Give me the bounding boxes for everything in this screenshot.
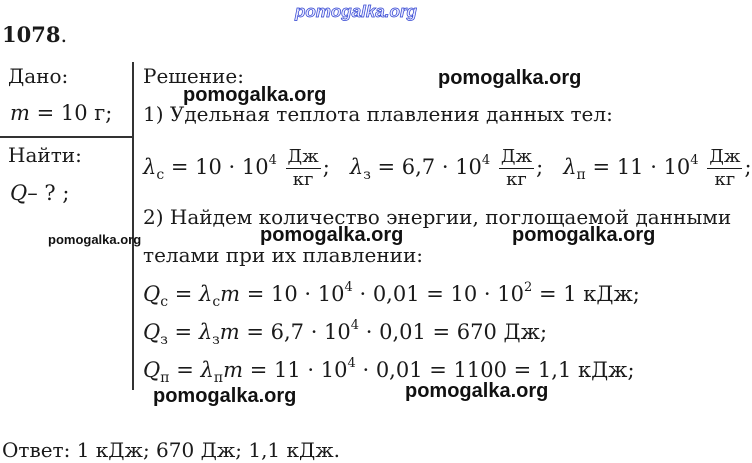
lambda-item-c (143, 146, 337, 190)
lambda-subscript: с (156, 167, 165, 184)
unit-numerator: Дж (500, 146, 533, 167)
q-mid: = 6,7 · 10 (239, 320, 351, 344)
watermark: pomogalka.org (405, 380, 549, 402)
step2-text-line1: 2) Найдем количество энергии, поглощаемой данными (143, 205, 732, 229)
mass-symbol: m (223, 358, 244, 382)
unit-denominator: кг (707, 168, 742, 191)
given-mass (10, 101, 112, 125)
find-q-var: Q (10, 181, 28, 205)
problem-number-value: 1078 (2, 22, 61, 47)
given-divider-horizontal (0, 136, 132, 138)
q-symbol: Q (143, 358, 161, 382)
lambda-value: = 11 · 10 (585, 155, 691, 179)
q-line-c: $Q_с = \lambda_сm = 10 \cdot 10^4 \cdot 0,01 = 10 \cdot 10^2 = 1$ кДж; (143, 280, 640, 311)
unit-denominator: кг (499, 168, 534, 191)
unit-fraction (707, 146, 742, 191)
given-mass-value: = 10 г; (29, 101, 113, 125)
lambda-symbol: λ (349, 155, 364, 179)
unit-numerator: Дж (287, 146, 319, 167)
lambda-symbol: λ (198, 320, 213, 344)
problem-number: 1078. (2, 22, 68, 47)
mass-symbol: m (220, 282, 241, 306)
given-mass-var: m (10, 101, 30, 125)
find-q-rest: – ? ; (27, 181, 70, 205)
lambda-subscript: п (576, 167, 586, 184)
q-line-p: $Q_п = \lambda_пm = 11 \cdot 10^4 \cdot 0,01 = 1100 = 1,1$ кДж; (143, 356, 635, 387)
q-subscript: з (160, 332, 168, 349)
given-label: Дано: (8, 64, 69, 88)
lambda-line (143, 138, 752, 200)
q-exponent: 4 (350, 318, 360, 333)
mass-symbol: m (219, 320, 240, 344)
lambda-symbol: λ (199, 282, 213, 306)
lambda-exponent: 4 (268, 153, 277, 168)
q-subscript: п (160, 370, 170, 387)
q-symbol: Q (143, 282, 161, 306)
step2-text-line2: телами при их плавлении: (143, 243, 424, 267)
lambda-subscript: п (213, 370, 224, 387)
q-subscript: с (160, 294, 169, 311)
lambda-symbol: λ (563, 155, 577, 179)
separator: ; (744, 155, 752, 179)
watermark: pomogalka.org (153, 385, 297, 407)
q-end: · 0,01 = 670 Дж; (359, 320, 548, 344)
watermark: pomogalka.org (183, 84, 327, 106)
unit-denominator: кг (286, 168, 321, 191)
lambda-subscript: з (212, 332, 220, 349)
separator: ; (322, 155, 330, 179)
watermark: pomogalka.org (260, 224, 404, 246)
watermark: pomogalka.org (512, 224, 656, 246)
solution-label: Решение: (143, 64, 244, 88)
lambda-subscript: с (212, 294, 221, 311)
unit-fraction (499, 146, 534, 191)
step1-text: 1) Удельная теплота плавления данных тел: (143, 102, 613, 126)
q-exponent: 4 (344, 280, 353, 295)
watermark: pomogalka.org (438, 67, 582, 89)
lambda-exponent: 4 (690, 153, 699, 168)
lambda-subscript: з (363, 167, 371, 184)
lambda-symbol: λ (143, 155, 157, 179)
find-label: Найти: (8, 143, 82, 167)
watermark-top: pomogalka.org (295, 2, 417, 21)
lambda-symbol: λ (200, 358, 214, 382)
unit-numerator: Дж (709, 146, 741, 167)
lambda-value: = 6,7 · 10 (370, 155, 482, 179)
q-end: · 0,01 = 1100 = 1,1 кДж; (355, 358, 635, 382)
answer-text: Ответ: 1 кДж; 670 Дж; 1,1 кДж. (2, 438, 341, 462)
q-end: · 0,01 = 10 · 10 (352, 282, 524, 306)
q-tail: = 1 кДж; (532, 282, 640, 306)
q-exponent-2: 2 (524, 280, 533, 295)
lambda-value: = 10 · 10 (164, 155, 269, 179)
separator: ; (536, 155, 544, 179)
q-line-z: $Q_з = \lambda_зm = 6,7 \cdot 10^4 \cdot 0,01 = 670$ Дж; (143, 318, 548, 349)
q-symbol: Q (143, 320, 161, 344)
given-divider-vertical (132, 62, 134, 390)
q-exponent: 4 (347, 356, 356, 371)
lambda-item-p (563, 146, 752, 190)
watermark: pomogalka.org (48, 232, 142, 247)
q-mid: = 11 · 10 (243, 358, 348, 382)
lambda-exponent: 4 (481, 153, 491, 168)
lambda-item-z (349, 146, 550, 190)
find-q (10, 181, 69, 205)
unit-fraction (286, 146, 321, 191)
q-mid: = 10 · 10 (240, 282, 345, 306)
